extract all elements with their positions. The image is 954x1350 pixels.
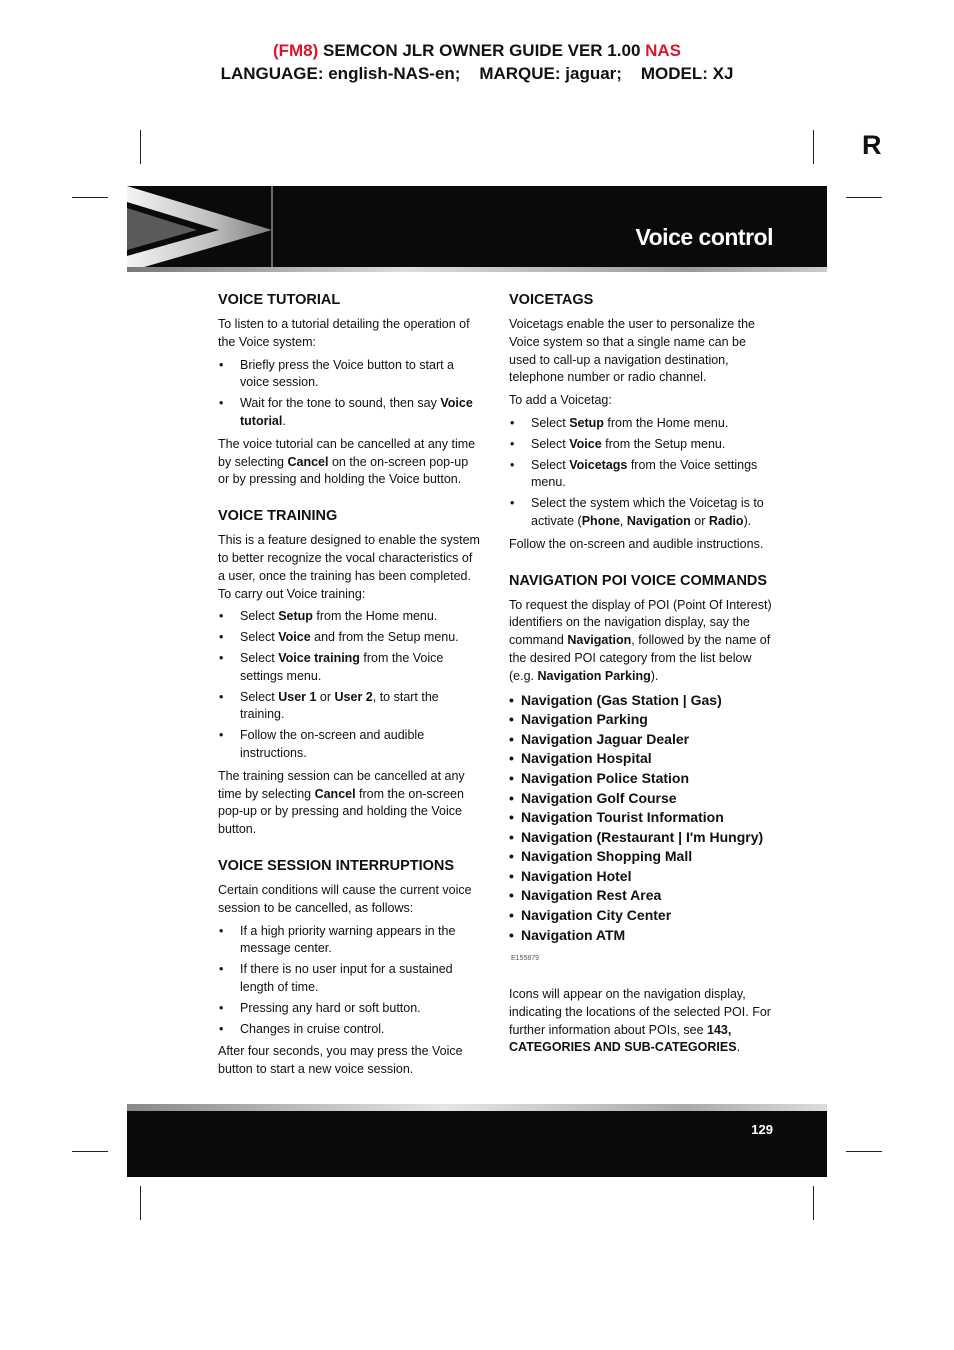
header-prefix: (FM8) bbox=[272, 41, 319, 60]
list-item: • If there is no user input for a sustained length of time. bbox=[218, 961, 482, 997]
crop-mark bbox=[140, 130, 141, 164]
list-item: • Select User 1 or User 2, to start the training. bbox=[218, 689, 482, 725]
cross-reference-link[interactable]: 143, CATEGORIES AND SUB-CATEGORIES bbox=[509, 1022, 737, 1055]
list-item: • Select the system which the Voicetag is to activate (Phone, Navigation or Radio). bbox=[509, 495, 775, 531]
bullet-list bbox=[218, 357, 482, 431]
poi-command: • Navigation Police Station bbox=[509, 769, 775, 789]
poi-command: • Navigation Rest Area bbox=[509, 886, 775, 906]
list-item: • Select Setup from the Home menu. bbox=[509, 415, 775, 433]
paragraph: Follow the on-screen and audible instructions. bbox=[509, 536, 764, 551]
right-column bbox=[509, 290, 775, 1062]
chevron-graphic bbox=[127, 186, 277, 272]
section-heading: VOICETAGS bbox=[509, 292, 594, 308]
list-item: • Select Setup from the Home menu. bbox=[218, 608, 482, 626]
paragraph: To listen to a tutorial detailing the operation of the Voice system: bbox=[218, 317, 470, 349]
page-title: Voice control bbox=[635, 224, 773, 250]
poi-command-list bbox=[509, 691, 775, 946]
banner-divider bbox=[127, 267, 827, 272]
list-item: • If a high priority warning appears in the message center. bbox=[218, 923, 482, 959]
poi-command: • Navigation Hotel bbox=[509, 867, 775, 887]
crop-mark bbox=[813, 130, 814, 164]
paragraph: To add a Voicetag: bbox=[509, 393, 612, 408]
paragraph: Certain conditions will cause the current voice session to be cancelled, as follows: bbox=[218, 882, 472, 915]
page-number: 129 bbox=[751, 1122, 773, 1137]
section-heading: VOICE SESSION INTERRUPTIONS bbox=[218, 857, 455, 874]
poi-command: • Navigation (Gas Station | Gas) bbox=[509, 691, 775, 711]
paragraph: After four seconds, you may press the Voice button to start a new voice session. bbox=[218, 1044, 463, 1077]
crop-mark bbox=[140, 1186, 141, 1220]
list-item: • Wait for the tone to sound, then say Voice tutorial. bbox=[218, 395, 482, 431]
section-heading: VOICE TUTORIAL bbox=[218, 292, 341, 308]
list-item: • Briefly press the Voice button to start a voice session. bbox=[218, 357, 482, 393]
poi-command: • Navigation Hospital bbox=[509, 749, 775, 769]
section-banner bbox=[127, 186, 827, 272]
section-heading: NAVIGATION POI VOICE COMMANDS bbox=[509, 572, 768, 589]
list-item: • Pressing any hard or soft button. bbox=[218, 1000, 482, 1018]
poi-command: • Navigation ATM bbox=[509, 926, 775, 946]
list-item: • Follow the on-screen and audible instructions. bbox=[218, 727, 482, 763]
paragraph: Voicetags enable the user to personalize the Voice system so that a single name can be used to call-up a navigation destination, telephone number or radio channel. bbox=[509, 317, 756, 385]
header-main: SEMCON JLR OWNER GUIDE VER 1.00 bbox=[318, 41, 646, 60]
document-header-line-1 bbox=[0, 41, 954, 61]
crop-mark bbox=[846, 1151, 882, 1152]
poi-command: • Navigation Jaguar Dealer bbox=[509, 730, 775, 750]
image-reference-code: E155879 bbox=[511, 955, 540, 963]
poi-command: • Navigation Shopping Mall bbox=[509, 847, 775, 867]
paragraph: The training session can be cancelled at any time by selecting Cancel from the on-screen pop-up or by pressing and holding the Voice button. bbox=[218, 768, 465, 837]
paragraph: The voice tutorial can be cancelled at any time by selecting Cancel on the on-screen pop-up or by pressing and holding the Voice button. bbox=[218, 436, 476, 487]
bullet-list bbox=[509, 415, 775, 531]
crop-mark bbox=[813, 1186, 814, 1220]
list-item: • Select Voice training from the Voice settings menu. bbox=[218, 650, 482, 686]
paragraph: Icons will appear on the navigation display, indicating the locations of the selected POI. For further information about POIs, see 143, CATEGORIES AND SUB-CATEGORIES. bbox=[509, 987, 771, 1055]
poi-command: • Navigation Tourist Information bbox=[509, 808, 775, 828]
register-letter: R bbox=[862, 130, 882, 160]
crop-mark bbox=[846, 197, 882, 198]
poi-command: • Navigation Parking bbox=[509, 710, 775, 730]
header-suffix: NAS bbox=[645, 41, 682, 60]
list-item: • Select Voicetags from the Voice settings menu. bbox=[509, 457, 775, 493]
list-item: • Select Voice from the Setup menu. bbox=[509, 436, 775, 454]
list-item: • Select Voice and from the Setup menu. bbox=[218, 629, 482, 647]
poi-command: • Navigation (Restaurant | I'm Hungry) bbox=[509, 828, 775, 848]
poi-command: • Navigation Golf Course bbox=[509, 789, 775, 809]
document-header-line-2: LANGUAGE: english-NAS-en; MARQUE: jaguar; MODEL: XJ bbox=[220, 64, 734, 83]
bullet-list bbox=[218, 923, 482, 1039]
crop-mark bbox=[72, 1151, 108, 1152]
list-item: • Changes in cruise control. bbox=[218, 1021, 482, 1039]
paragraph: This is a feature designed to enable the system to better recognize the vocal characteristics of a user, once the training has been completed. To carry out Voice training: bbox=[218, 533, 480, 601]
crop-mark bbox=[72, 197, 108, 198]
poi-command: • Navigation City Center bbox=[509, 906, 775, 926]
paragraph: To request the display of POI (Point Of Interest) identifiers on the navigation display, say the command Navigation, followed by the name of the desired POI category from the list below (e.g. Navigation Parking). bbox=[509, 597, 772, 683]
bullet-list bbox=[218, 608, 482, 762]
left-column bbox=[218, 290, 482, 1084]
section-heading: VOICE TRAINING bbox=[218, 508, 338, 525]
footer-divider bbox=[127, 1104, 827, 1111]
page-footer bbox=[127, 1104, 827, 1177]
